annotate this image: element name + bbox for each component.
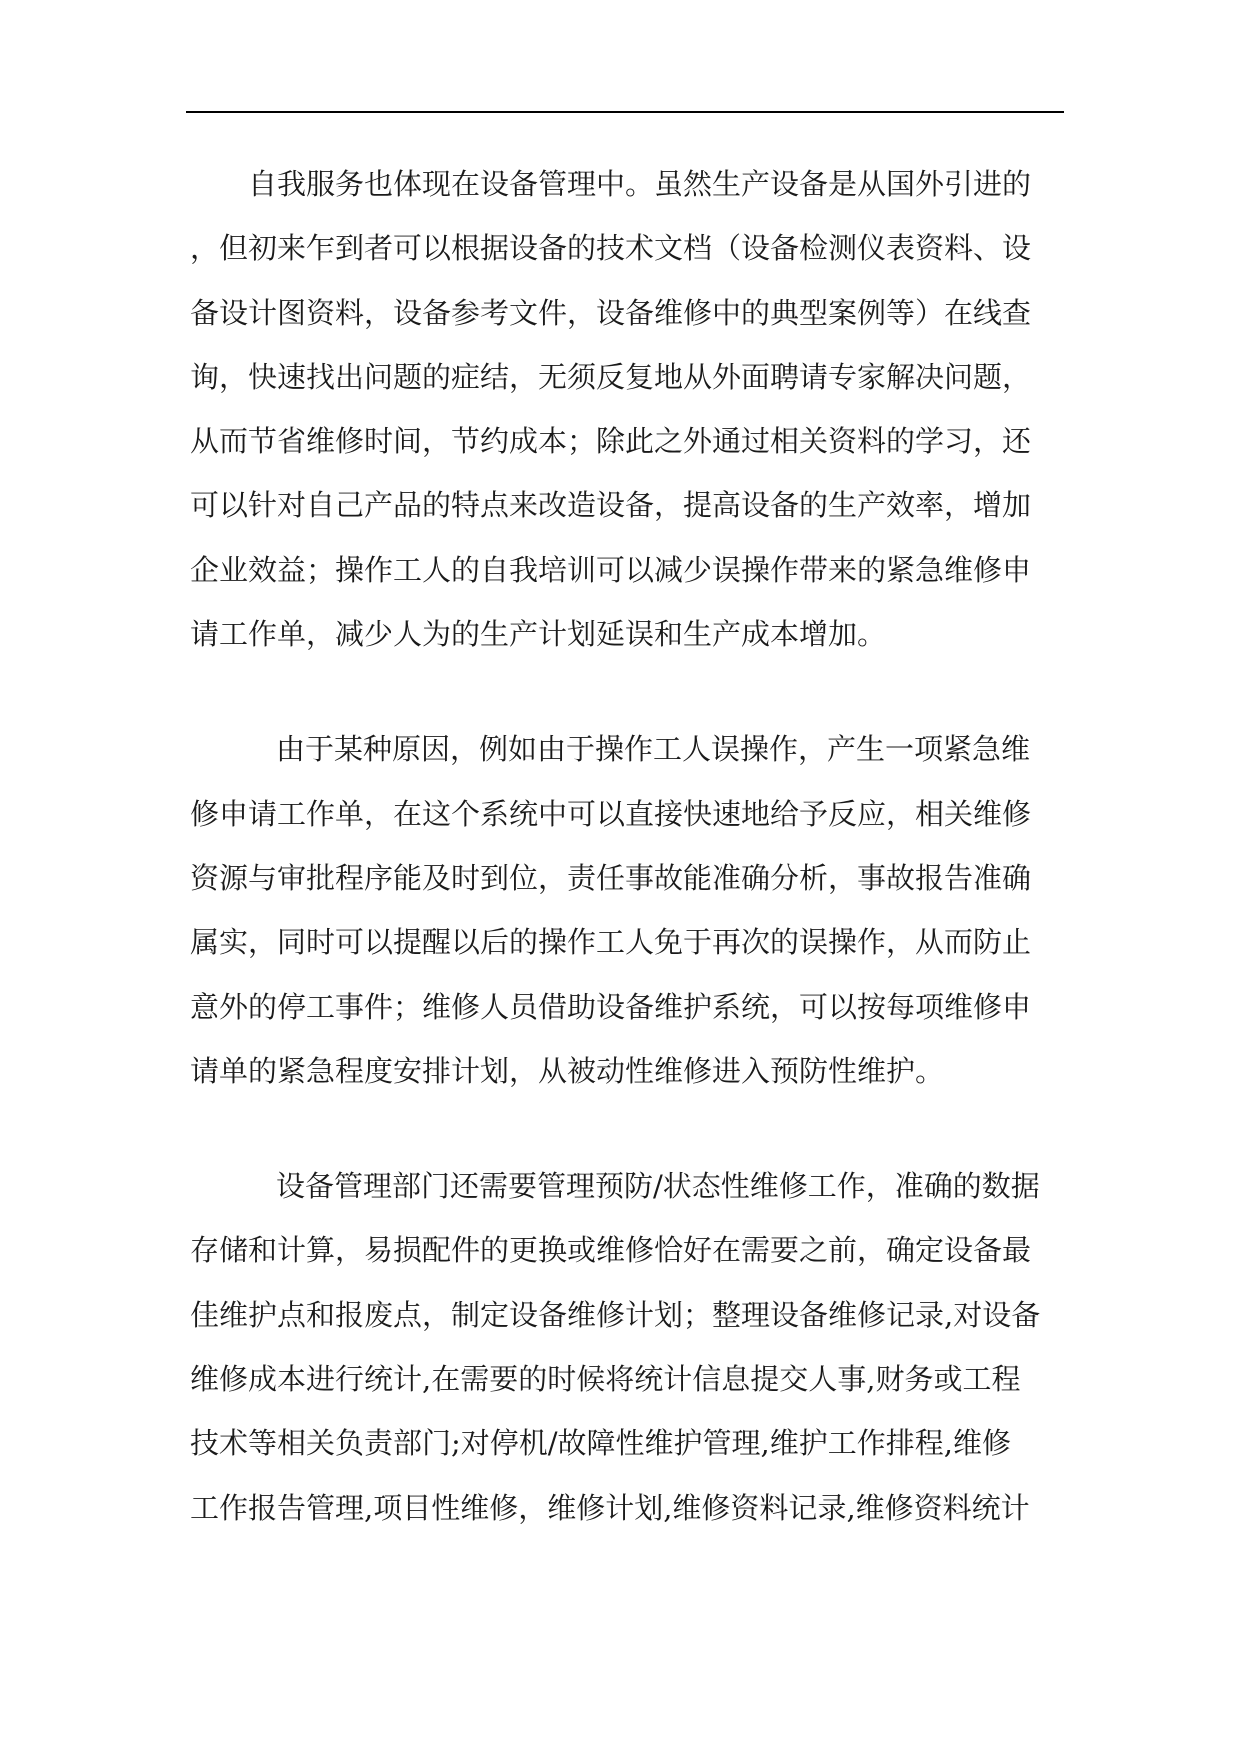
paragraph-line: 请单的紧急程度安排计划，从被动性维修进入预防性维护。 <box>190 1053 945 1088</box>
paragraph-line: ，但初来乍到者可以根据设备的技术文档（设备检测仪表资料、设 <box>190 231 1032 266</box>
paragraph-line: 可以针对自己产品的特点来改造设备，提高设备的生产效率，增加 <box>190 488 1032 523</box>
paragraph-line: 由于某种原因，例如由于操作工人误操作，产生一项紧急维 <box>276 732 1031 767</box>
paragraph-line: 企业效益；操作工人的自我培训可以减少误操作带来的紧急维修申 <box>190 552 1032 587</box>
paragraph-line: 意外的停工事件；维修人员借助设备维护系统，可以按每项维修申 <box>190 989 1032 1024</box>
paragraph-equipment-self-service <box>190 152 1046 666</box>
paragraph-spacer <box>190 666 1046 717</box>
paragraph-line: 修申请工作单，在这个系统中可以直接快速地给予反应，相关维修 <box>190 796 1032 831</box>
paragraph-emergency-repair <box>190 717 1046 1103</box>
paragraph-line: 存储和计算，易损配件的更换或维修恰好在需要之前，确定设备最 <box>190 1233 1032 1268</box>
document-body <box>190 152 1046 1540</box>
paragraph-line: 佳维护点和报废点，制定设备维修计划；整理设备维修记录,对设备 <box>190 1297 1041 1332</box>
paragraph-line: 从而节省维修时间，节约成本；除此之外通过相关资料的学习，还 <box>190 424 1032 459</box>
paragraph-line: 资源与审批程序能及时到位，责任事故能准确分析，事故报告准确 <box>190 860 1032 895</box>
paragraph-line: 请工作单，减少人为的生产计划延误和生产成本增加。 <box>190 617 887 652</box>
paragraph-line: 维修成本进行统计,在需要的时候将统计信息提交人事,财务或工程 <box>190 1362 1021 1397</box>
paragraph-line: 询，快速找出问题的症结，无须反复地从外面聘请专家解决问题， <box>190 359 1032 394</box>
paragraph-line: 设备管理部门还需要管理预防/状态性维修工作，准确的数据 <box>276 1169 1040 1204</box>
paragraph-spacer <box>190 1103 1046 1154</box>
paragraph-line: 备设计图资料，设备参考文件，设备维修中的典型案例等）在线查 <box>190 295 1032 330</box>
paragraph-line: 自我服务也体现在设备管理中。虽然生产设备是从国外引进的 <box>248 167 1032 201</box>
paragraph-line: 技术等相关负责部门;对停机/故障性维护管理,维护工作排程,维修 <box>190 1426 1011 1461</box>
header-rule <box>186 111 1064 113</box>
paragraph-line: 属实，同时可以提醒以后的操作工人免于再次的误操作，从而防止 <box>190 925 1032 960</box>
paragraph-preventive-maintenance <box>190 1154 1046 1540</box>
paragraph-line: 工作报告管理,项目性维修，维修计划,维修资料记录,维修资料统计 <box>190 1490 1030 1525</box>
